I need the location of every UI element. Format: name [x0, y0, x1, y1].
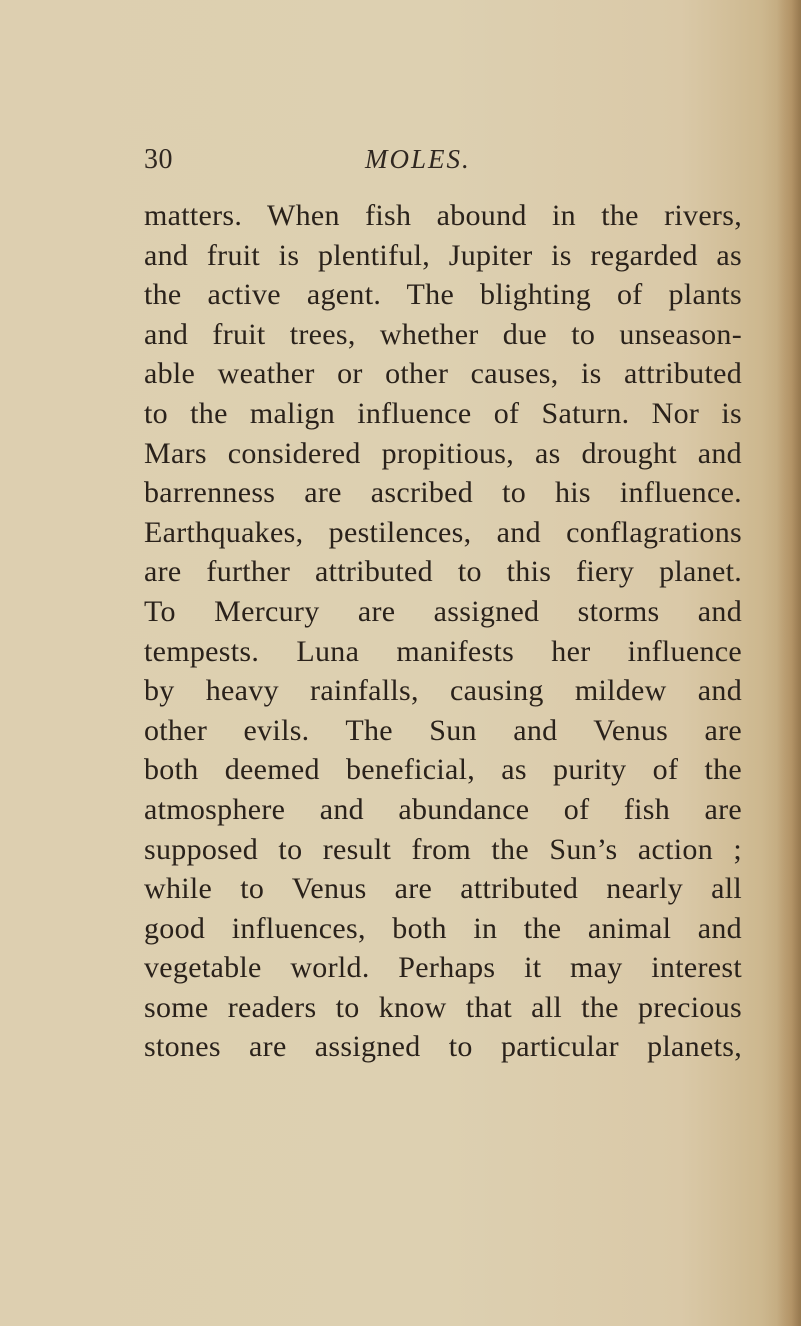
- text-line: are further attributed to this fiery planet.: [144, 555, 742, 589]
- page-edge-shading: [777, 0, 801, 1326]
- text-line: Mars considered propitious, as drought and: [144, 436, 742, 470]
- text-line: to the malign influence of Saturn. Nor is: [144, 396, 742, 430]
- text-line: while to Venus are attributed nearly all: [144, 872, 742, 906]
- text-line: some readers to know that all the precious: [144, 990, 742, 1024]
- text-line: other evils. The Sun and Venus are: [144, 713, 742, 747]
- text-line: by heavy rainfalls, causing mildew and: [144, 674, 742, 708]
- text-line: To Mercury are assigned storms and: [144, 594, 742, 628]
- text-line: barrenness are ascribed to his influence.: [144, 476, 742, 510]
- page-title: MOLES.: [365, 144, 471, 174]
- text-line: matters. When fish abound in the rivers,: [144, 199, 742, 232]
- text-line: stones are assigned to particular planets,: [144, 1030, 742, 1064]
- text-line: and fruit is plentiful, Jupiter is regarded as: [144, 238, 742, 272]
- body-text: [144, 196, 742, 1067]
- page-number: 30: [144, 144, 173, 175]
- text-line: and fruit trees, whether due to unseason-: [144, 317, 742, 351]
- text-line: Earthquakes, pestilences, and conflagrations: [144, 515, 742, 549]
- text-line: good influences, both in the animal and: [144, 911, 742, 945]
- text-line: supposed to result from the Sun’s action ;: [144, 832, 742, 866]
- text-line: tempests. Luna manifests her influence: [144, 634, 742, 668]
- text-line: the active agent. The blighting of plants: [144, 278, 742, 312]
- text-line: both deemed beneficial, as purity of the: [144, 753, 742, 787]
- text-line: able weather or other causes, is attributed: [144, 357, 742, 391]
- text-line: vegetable world. Perhaps it may interest: [144, 951, 742, 985]
- running-head: [0, 144, 801, 184]
- text-line: atmosphere and abundance of fish are: [144, 792, 742, 826]
